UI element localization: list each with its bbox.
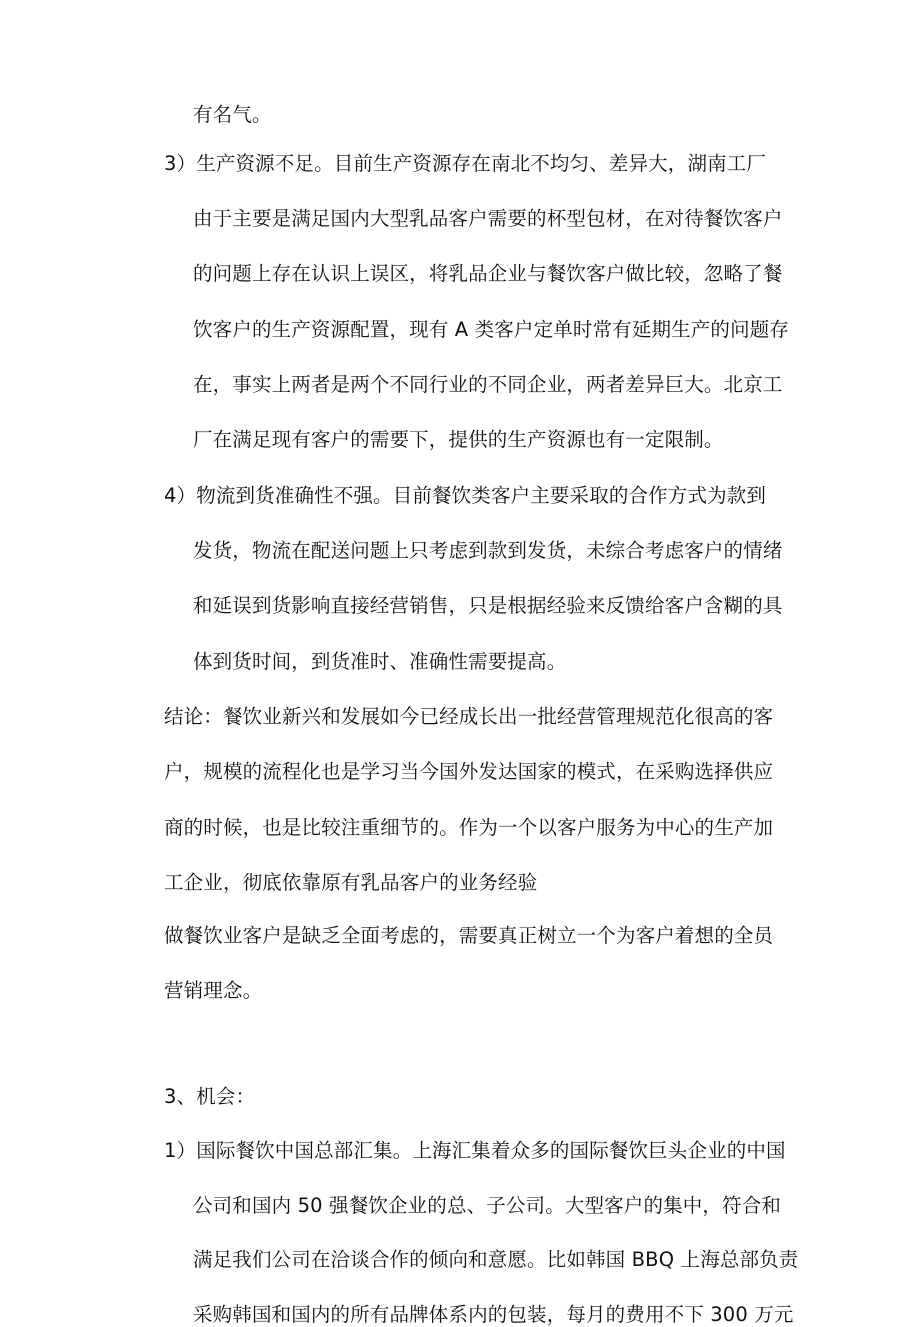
text-line: 工企业，彻底依靠原有乳品客户的业务经验 <box>164 871 538 894</box>
text-line: 结论：餐饮业新兴和发展如今已经成长出一批经营管理规范化很高的客 <box>164 705 774 728</box>
text-line: 厂在满足现有客户的需要下，提供的生产资源也有一定限制。 <box>193 428 724 451</box>
text-line: 体到货时间，到货准时、准确性需要提高。 <box>193 650 567 673</box>
text-line: 满足我们公司在洽谈合作的倾向和意愿。比如韩国 BBQ 上海总部负责 <box>193 1248 799 1271</box>
text-line: 3）生产资源不足。目前生产资源存在南北不均匀、差异大，湖南工厂 <box>164 152 767 175</box>
text-line: 和延误到货影响直接经营销售，只是根据经验来反馈给客户含糊的具 <box>193 594 783 617</box>
text-line: 4）物流到货准确性不强。目前餐饮类客户主要采取的合作方式为款到 <box>164 484 767 507</box>
text-line: 户，规模的流程化也是学习当今国外发达国家的模式，在采购选择供应 <box>164 760 774 783</box>
text-line: 的问题上存在认识上误区，将乳品企业与餐饮客户做比较，忽略了餐 <box>193 262 783 285</box>
text-line: 公司和国内 50 强餐饮企业的总、子公司。大型客户的集中，符合和 <box>193 1194 782 1217</box>
text-line: 采购韩国和国内的所有品牌体系内的包装，每月的费用不下 300 万元 <box>193 1303 794 1326</box>
text-line: 做餐饮业客户是缺乏全面考虑的，需要真正树立一个为客户着想的全员 <box>164 924 774 947</box>
section-heading: 3、机会： <box>164 1085 256 1108</box>
text-line: 1）国际餐饮中国总部汇集。上海汇集着众多的国际餐饮巨头企业的中国 <box>164 1139 786 1162</box>
text-line: 发货，物流在配送问题上只考虑到款到发货，未综合考虑客户的情绪 <box>193 539 783 562</box>
text-line: 在，事实上两者是两个不同行业的不同企业，两者差异巨大。北京工 <box>193 373 783 396</box>
text-line: 有名气。 <box>193 103 272 126</box>
text-line: 商的时候，也是比较注重细节的。作为一个以客户服务为中心的生产加 <box>164 816 774 839</box>
text-line: 营销理念。 <box>164 979 263 1002</box>
text-line: 由于主要是满足国内大型乳品客户需要的杯型包材，在对待餐饮客户 <box>193 207 783 230</box>
text-line: 饮客户的生产资源配置，现有 A 类客户定单时常有延期生产的问题存 <box>193 318 790 341</box>
